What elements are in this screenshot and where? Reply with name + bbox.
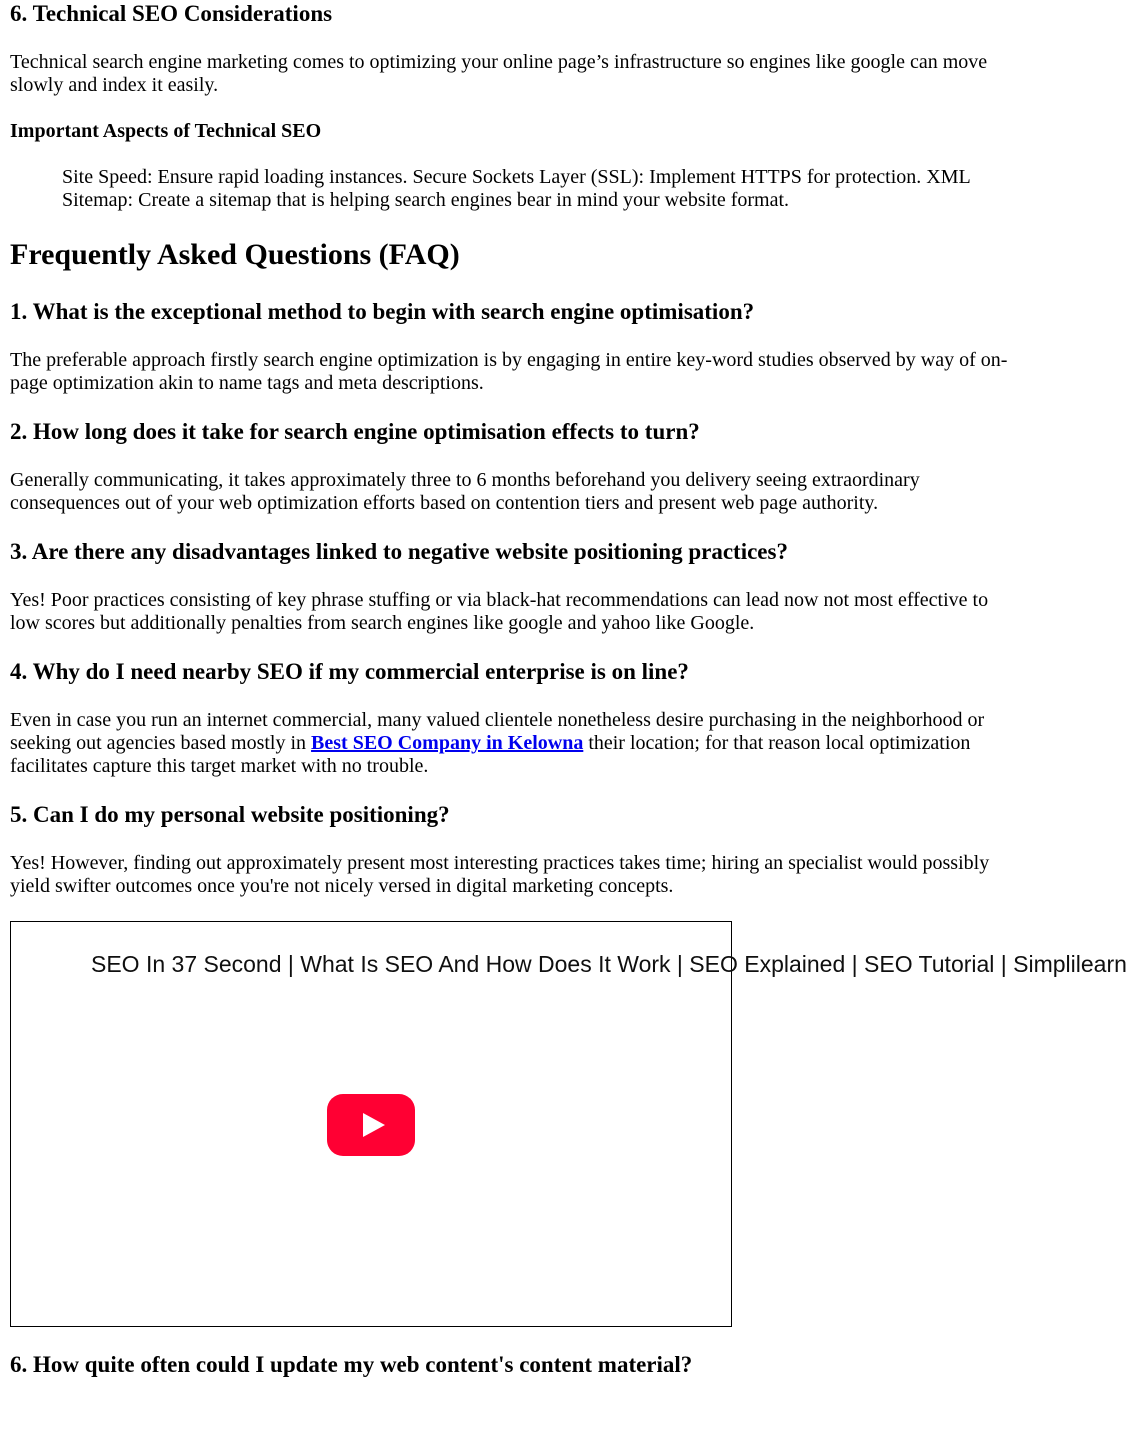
faq-question-2: 2. How long does it take for search engine optimisation effects to turn? [10,419,700,444]
faq-title: Frequently Asked Questions (FAQ) [10,238,460,271]
play-triangle-icon [363,1113,385,1137]
youtube-play-icon[interactable] [327,1094,415,1156]
faq-answer-4 [10,709,1014,778]
technical-seo-intro: Technical search engine marketing comes to optimizing your online page’s infrastructure so engines like google can move slowly and index it easily. [10,51,988,96]
best-seo-company-link[interactable]: Best SEO Company in Kelowna [311,732,584,754]
faq-question-1: 1. What is the exceptional method to begin with search engine optimisation? [10,299,755,324]
faq-answer-1: The preferable approach firstly search engine optimization is by engaging in entire key-word studies observed by way of on-page optimization akin to name tags and meta descriptions. [10,349,1008,394]
section-heading-technical-seo: 6. Technical SEO Considerations [10,1,333,26]
faq-question-4: 4. Why do I need nearby SEO if my commercial enterprise is on line? [10,659,689,684]
faq-answer-2: Generally communicating, it takes approximately three to 6 months beforehand you delivery seeing extraordinary consequences out of your web optimization efforts based on contention tiers and present web page authority. [10,469,920,514]
embedded-video-player[interactable] [10,921,1127,1327]
faq-question-3: 3. Are there any disadvantages linked to negative website positioning practices? [10,539,788,564]
technical-seo-aspects: Site Speed: Ensure rapid loading instances. Secure Sockets Layer (SSL): Implement HTTPS for protection. XML Sitemap: Create a sitemap that is helping search engines bear in mind your website format. [62,166,970,211]
faq-answer-4-text-after: their location; for that reason local optimization facilitates capture this target market with no trouble. [10,732,971,777]
video-title[interactable]: SEO In 37 Second | What Is SEO And How Does It Work | SEO Explained | SEO Tutorial | Simplilearn [91,951,1127,977]
faq-answer-3: Yes! Poor practices consisting of key phrase stuffing or via black-hat recommendations can lead now not most effective to low scores but additionally penalties from search engines like google and yahoo like Google. [10,589,989,634]
faq-answer-4-text-before: Even in case you run an internet commercial, many valued clientele nonetheless desire purchasing in the neighborhood or seeking out agencies based mostly in [10,709,985,754]
faq-question-6: 6. How quite often could I update my web content's content material? [10,1352,693,1377]
faq-question-5: 5. Can I do my personal website positioning? [10,802,450,827]
technical-seo-subheading: Important Aspects of Technical SEO [10,120,322,142]
faq-answer-5: Yes! However, finding out approximately present most interesting practices takes time; hiring an specialist would possibly yield swifter outcomes once you're not nicely versed in digital marketing concepts. [10,852,990,897]
